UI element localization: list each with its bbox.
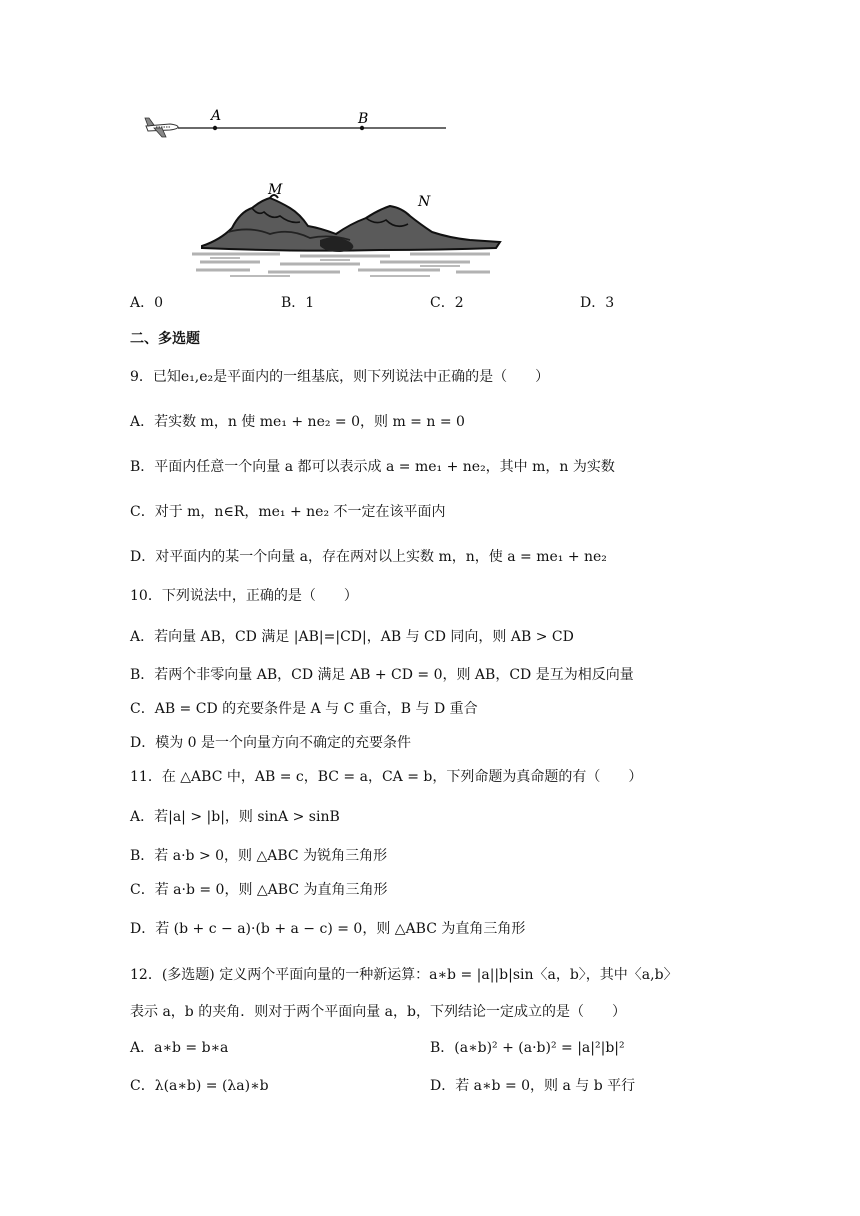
point-a-label: A [211,108,222,124]
q8-option-d[interactable]: D．3 [580,295,615,311]
peak-m-label: M [268,182,283,198]
q12-option-c[interactable]: C．λ(a∗b) = (λa)∗b [130,1078,269,1094]
q10-stem: 10．下列说法中，正确的是（ ） [130,588,358,604]
q9-option-c[interactable]: C．对于 m，n∈R，me₁ + ne₂ 不一定在该平面内 [130,504,446,520]
q9-option-b[interactable]: B．平面内任意一个向量 a 都可以表示成 a = me₁ + ne₂，其中 m，n 为实数 [130,459,615,475]
q8-option-a[interactable]: A．0 [130,295,164,311]
airplane-icon [145,118,178,137]
q8-option-b[interactable]: B．1 [281,295,315,311]
q9-option-d[interactable]: D．对平面内的某一个向量 a，存在两对以上实数 m，n，使 a = me₁ + ne₂ [130,549,607,565]
airplane-mountain-diagram [140,100,510,280]
q12-stem-line1: 12．(多选题) 定义两个平面向量的一种新运算：a∗b = |a||b|sin〈a，b〉，其中〈a,b〉 [130,967,678,983]
q8-option-c[interactable]: C．2 [430,295,464,311]
q8-figure [140,100,510,280]
q10-option-b[interactable]: B．若两个非零向量 AB，CD 满足 AB + CD = 0，则 AB，CD 是互为相反向量 [130,667,634,683]
q11-option-b[interactable]: B．若 a·b > 0，则 △ABC 为锐角三角形 [130,848,388,864]
q10-option-d[interactable]: D．模为 0 是一个向量方向不确定的充要条件 [130,735,412,751]
q12-option-a[interactable]: A．a∗b = b∗a [130,1040,229,1056]
point-b-label: B [358,111,369,127]
q12-option-b[interactable]: B．(a∗b)² + (a·b)² = |a|²|b|² [430,1040,625,1056]
q11-stem: 11．在 △ABC 中，AB = c，BC = a，CA = b，下列命题为真命题的有（ ） [130,769,643,785]
q11-option-a[interactable]: A．若|a| > |b|，则 sinA > sinB [130,809,340,825]
q9-stem: 9．已知e₁,e₂是平面内的一组基底，则下列说法中正确的是（ ） [130,369,550,385]
q9-option-a[interactable]: A．若实数 m，n 使 me₁ + ne₂ = 0，则 m = n = 0 [130,414,465,430]
q12-option-d[interactable]: D．若 a∗b = 0，则 a 与 b 平行 [430,1078,636,1094]
q8-options [130,292,730,312]
q11-option-d[interactable]: D．若 (b + c − a)·(b + a − c) = 0，则 △ABC 为直角三角形 [130,921,526,937]
q11-option-c[interactable]: C．若 a·b = 0，则 △ABC 为直角三角形 [130,882,388,898]
point-a-dot [213,126,217,130]
peak-n-label: N [418,194,431,210]
q10-option-c[interactable]: C．AB = CD 的充要条件是 A 与 C 重合，B 与 D 重合 [130,701,478,717]
mountains-image [192,195,500,276]
q12-stem-line2: 表示 a，b 的夹角．则对于两个平面向量 a，b，下列结论一定成立的是（ ） [130,1004,626,1020]
section-heading: 二、多选题 [130,331,200,347]
q10-option-a[interactable]: A．若向量 AB，CD 满足 |AB|=|CD|，AB 与 CD 同向，则 AB > CD [130,629,574,645]
